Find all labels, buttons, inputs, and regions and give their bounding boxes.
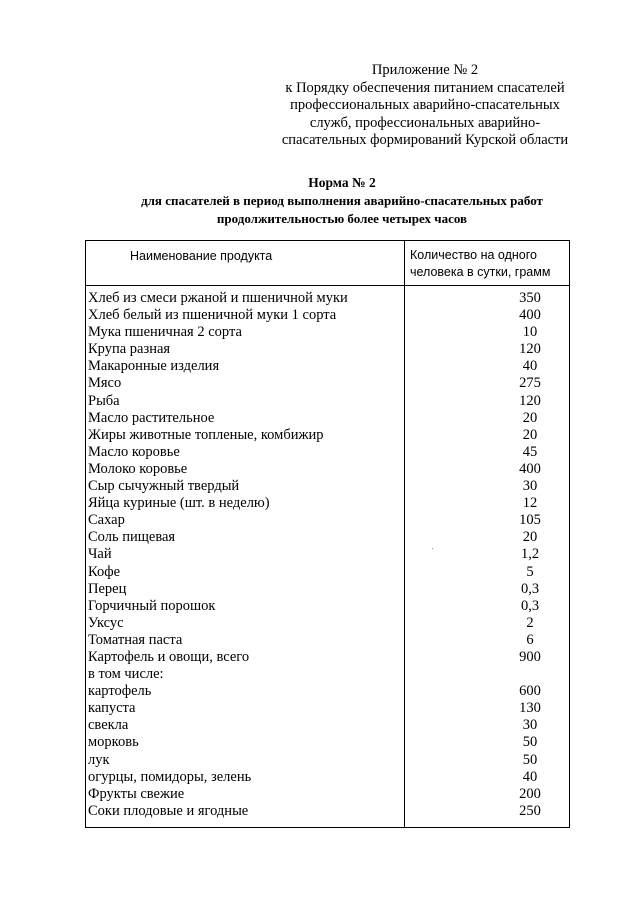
product-name: Горчичный порошок	[88, 597, 216, 614]
appendix-block	[272, 62, 578, 150]
product-quantity: 0,3	[520, 597, 540, 614]
table-row	[85, 700, 570, 717]
table-row	[85, 358, 570, 375]
product-name: Хлеб белый из пшеничной муки 1 сорта	[88, 307, 337, 324]
product-name: Чай	[88, 546, 112, 563]
table-row	[85, 666, 570, 683]
product-name: картофель	[88, 683, 152, 700]
product-quantity: 250	[519, 802, 541, 819]
norm-title: Норма № 2	[308, 175, 376, 190]
appendix-line: служб, профессиональных аварийно-	[309, 114, 541, 131]
product-quantity: 20	[522, 409, 538, 426]
product-name: огурцы, помидоры, зелень	[88, 768, 252, 785]
product-quantity: 20	[522, 529, 538, 546]
product-quantity: 105	[519, 512, 541, 529]
product-name: Картофель и овощи, всего	[88, 648, 250, 665]
table-row	[85, 427, 570, 444]
table-row	[85, 529, 570, 546]
product-name: Рыба	[88, 392, 120, 409]
product-quantity: 50	[522, 751, 538, 768]
product-name: морковь	[88, 734, 139, 751]
table-row	[85, 461, 570, 478]
product-quantity: 12	[522, 495, 538, 512]
table-row	[85, 598, 570, 615]
product-quantity: 200	[519, 785, 541, 802]
product-name: Масло растительное	[88, 409, 215, 426]
table-row	[85, 752, 570, 769]
product-name: капуста	[88, 700, 136, 717]
product-name: Хлеб из смеси ржаной и пшеничной муки	[88, 290, 348, 306]
table-row	[85, 495, 570, 512]
table-row	[85, 410, 570, 427]
table-row	[85, 649, 570, 666]
product-quantity: 350	[519, 290, 541, 306]
product-name: Масло коровье	[88, 443, 180, 460]
product-name: Макаронные изделия	[88, 358, 220, 375]
product-quantity: 130	[519, 700, 541, 717]
product-name: Сыр сычужный твердый	[88, 478, 240, 495]
product-quantity: 5	[526, 563, 534, 580]
product-quantity: 6	[526, 631, 534, 648]
product-name: Мука пшеничная 2 сорта	[88, 324, 242, 341]
table-row	[85, 307, 570, 324]
product-name: Уксус	[88, 614, 124, 631]
column-header-quantity-line2: человека в сутки, грамм	[410, 265, 551, 279]
table-header-divider	[85, 285, 570, 286]
norm-subtitle-line1: для спасателей в период выполнения аварийно-спасательных работ	[141, 193, 543, 208]
product-quantity: 0,3	[520, 580, 540, 597]
product-quantity: 2	[526, 614, 534, 631]
product-name: в том числе:	[88, 666, 164, 683]
table-row	[85, 393, 570, 410]
table-row	[85, 546, 570, 563]
product-name: Соки плодовые и ягодные	[88, 802, 249, 819]
product-quantity: 20	[522, 426, 538, 443]
appendix-title: Приложение № 2	[371, 62, 479, 78]
product-name: Фрукты свежие	[88, 785, 185, 802]
table-row	[85, 324, 570, 341]
product-name: Жиры животные топленые, комбижир	[88, 426, 324, 443]
product-quantity: 900	[519, 648, 541, 665]
product-quantity: 10	[522, 324, 538, 341]
table-row	[85, 512, 570, 529]
norm-subtitle-line2: продолжительностью более четырех часов	[216, 211, 468, 226]
product-quantity: 50	[522, 734, 538, 751]
table-row	[85, 341, 570, 358]
product-quantity: 120	[519, 341, 541, 358]
column-header-quantity	[410, 247, 570, 281]
table-row	[85, 769, 570, 786]
table-row	[85, 632, 570, 649]
column-header-product: Наименование продукта	[130, 249, 273, 263]
product-quantity: 275	[519, 375, 541, 392]
appendix-line: профессиональных аварийно-спасательных	[290, 97, 560, 114]
product-name: лук	[88, 751, 110, 768]
table-row	[85, 786, 570, 803]
product-name: Томатная паста	[88, 631, 183, 648]
table-row	[85, 478, 570, 495]
product-name: Кофе	[88, 563, 121, 580]
table-row	[85, 581, 570, 598]
table-row	[85, 803, 570, 820]
norm-heading	[60, 174, 624, 228]
table-body	[85, 290, 570, 820]
table-row	[85, 734, 570, 751]
table-row	[85, 444, 570, 461]
table-row	[85, 290, 570, 307]
table-row	[85, 615, 570, 632]
product-quantity: 40	[522, 768, 538, 785]
product-name: Соль пищевая	[88, 529, 176, 546]
table-row	[85, 683, 570, 700]
product-quantity: 120	[519, 392, 541, 409]
product-quantity: 40	[522, 358, 538, 375]
product-name: Крупа разная	[88, 341, 171, 358]
product-quantity: 45	[522, 443, 538, 460]
product-name: Мясо	[88, 375, 122, 392]
product-quantity: 30	[522, 478, 538, 495]
table-row	[85, 564, 570, 581]
product-quantity: 1,2	[520, 546, 540, 563]
scan-speck	[432, 548, 433, 549]
appendix-line: спасательных формирований Курской области	[281, 132, 569, 149]
column-header-quantity-line1: Количество на одного	[410, 248, 537, 262]
table-row	[85, 375, 570, 392]
product-name: Сахар	[88, 512, 125, 529]
product-name: Молоко коровье	[88, 460, 188, 477]
product-name: Яйца куриные (шт. в неделю)	[88, 495, 270, 512]
product-name: свекла	[88, 717, 129, 734]
table-row	[85, 717, 570, 734]
product-quantity: 400	[519, 460, 541, 477]
appendix-line: к Порядку обеспечения питанием спасателей	[285, 79, 565, 96]
product-quantity: 30	[522, 717, 538, 734]
product-quantity: 600	[519, 683, 541, 700]
product-name: Перец	[88, 580, 127, 597]
product-quantity: 400	[519, 307, 541, 324]
